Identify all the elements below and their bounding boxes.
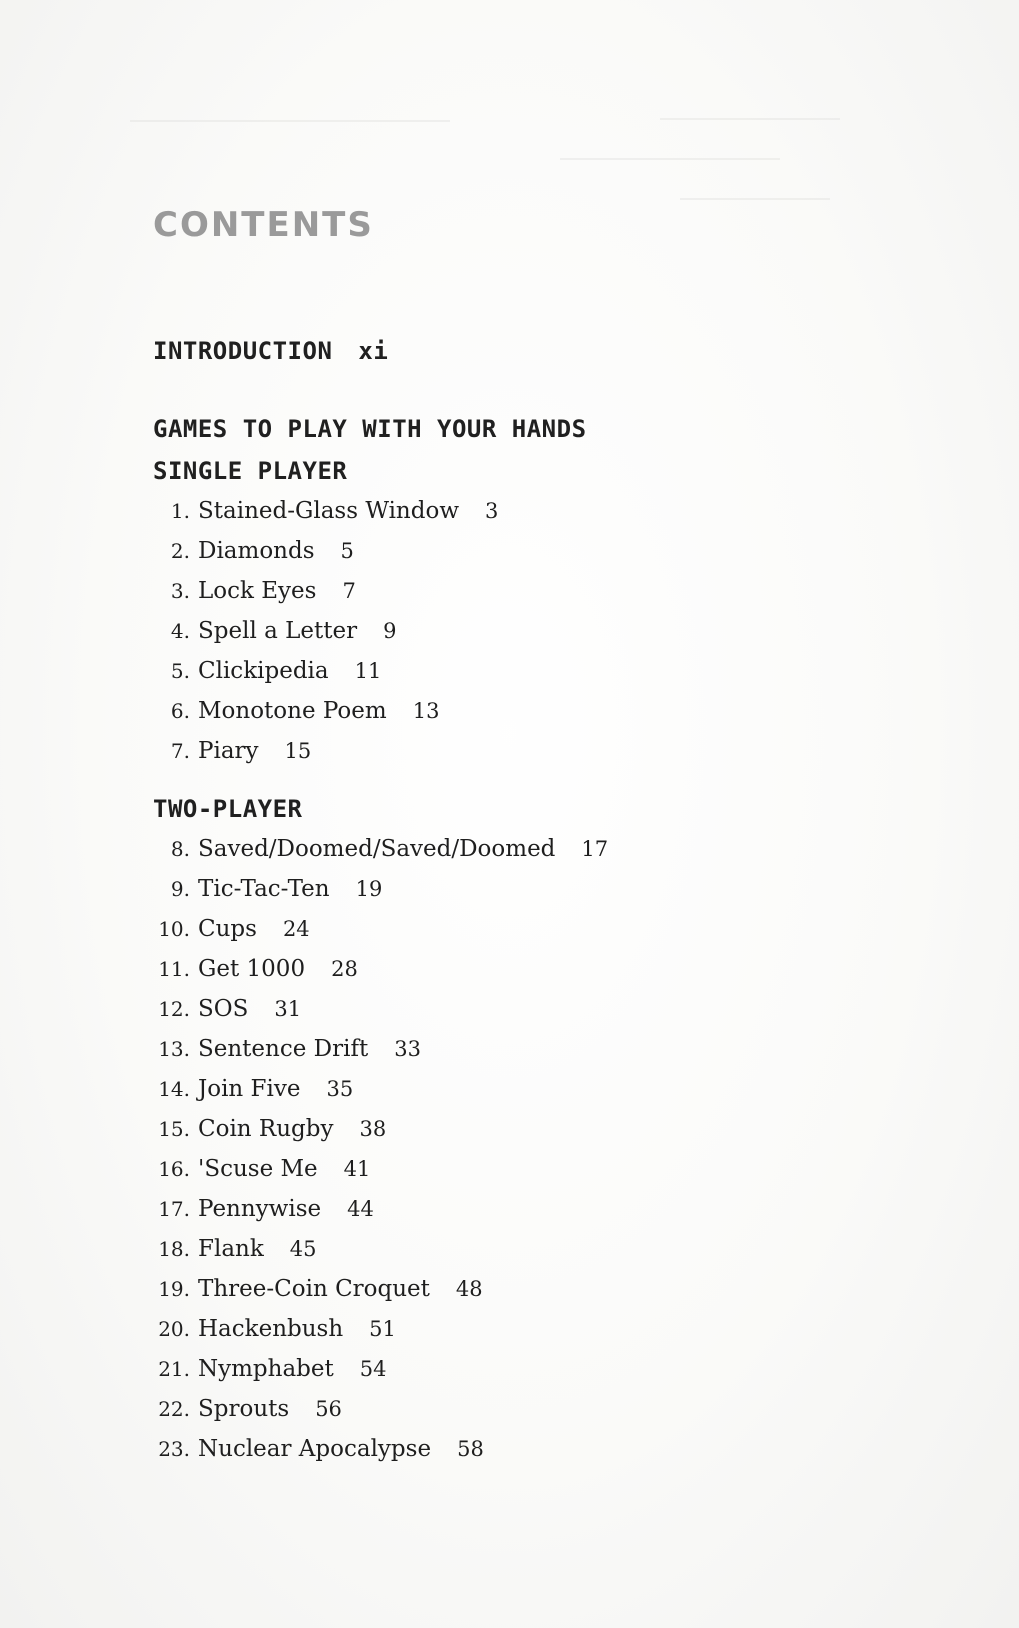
entry-title: Piary [198, 738, 259, 764]
show-through-line [130, 120, 450, 122]
single-player-list [150, 491, 498, 771]
entry-title: SOS [198, 996, 249, 1022]
entry-page-number: 58 [457, 1437, 484, 1461]
entry-number: 14. [158, 1077, 190, 1101]
toc-entry [150, 611, 498, 651]
entry-page-number: 38 [359, 1117, 387, 1141]
entry-page-number: 24 [282, 917, 310, 941]
entry-page-number: 31 [274, 997, 302, 1021]
toc-entry [150, 1229, 608, 1269]
entry-number: 18. [158, 1237, 190, 1261]
toc-entry [150, 1269, 608, 1309]
entry-number: 11. [158, 957, 190, 981]
entry-title: 'Scuse Me [198, 1156, 318, 1182]
entry-title: Saved/Doomed/Saved/Doomed [198, 836, 556, 862]
entry-page-number: 3 [485, 499, 499, 523]
two-player-heading: TWO-PLAYER [153, 795, 303, 823]
entry-title: Tic-Tac-Ten [198, 876, 330, 902]
entry-title: Sprouts [198, 1396, 290, 1422]
entry-number: 15. [158, 1117, 190, 1141]
toc-entry [150, 1309, 608, 1349]
toc-entry [150, 909, 608, 949]
entry-number: 7. [170, 739, 190, 763]
entry-number: 3. [170, 579, 190, 603]
entry-page-number: 17 [581, 837, 609, 861]
toc-entry [150, 869, 608, 909]
single-player-heading: SINGLE PLAYER [153, 457, 348, 485]
introduction-page-number: xi [358, 337, 389, 365]
toc-entry [150, 989, 608, 1029]
entry-number: 2. [170, 539, 190, 563]
entry-title: Sentence Drift [198, 1036, 369, 1062]
toc-entry [150, 1069, 608, 1109]
entry-page-number: 28 [331, 957, 358, 981]
entry-title: Coin Rugby [198, 1116, 334, 1142]
entry-page-number: 41 [343, 1157, 371, 1181]
show-through-line [660, 118, 840, 120]
entry-number: 20. [158, 1317, 190, 1341]
entry-title: Nymphabet [198, 1356, 334, 1382]
entry-number: 4. [170, 619, 190, 643]
entry-page-number: 9 [383, 619, 397, 643]
entry-title: Flank [198, 1236, 264, 1262]
entry-page-number: 48 [455, 1277, 483, 1301]
introduction-entry [153, 337, 388, 365]
entry-title: Lock Eyes [198, 578, 317, 604]
entry-number: 23. [158, 1437, 190, 1461]
show-through-line [680, 198, 830, 200]
entry-page-number: 11 [354, 659, 382, 683]
entry-page-number: 15 [284, 739, 312, 763]
toc-entry [150, 571, 498, 611]
toc-entry [150, 731, 498, 771]
entry-number: 5. [170, 659, 190, 683]
toc-entry [150, 491, 498, 531]
show-through-line [560, 158, 780, 160]
entry-page-number: 44 [347, 1197, 374, 1221]
toc-entry [150, 1189, 608, 1229]
entry-title: Join Five [198, 1076, 301, 1102]
entry-number: 21. [158, 1357, 190, 1381]
toc-entry [150, 651, 498, 691]
entry-page-number: 35 [326, 1077, 354, 1101]
entry-page-number: 56 [315, 1397, 342, 1421]
entry-title: Hackenbush [198, 1316, 344, 1342]
entry-title: Spell a Letter [198, 618, 358, 644]
toc-entry [150, 1029, 608, 1069]
entry-page-number: 7 [342, 579, 356, 603]
entry-page-number: 13 [412, 699, 440, 723]
entry-title: Cups [198, 916, 257, 942]
entry-number: 6. [170, 699, 190, 723]
entry-page-number: 19 [355, 877, 383, 901]
entry-page-number: 33 [394, 1037, 421, 1061]
entry-number: 9. [170, 877, 190, 901]
entry-number: 19. [158, 1277, 190, 1301]
entry-number: 10. [158, 917, 190, 941]
entry-page-number: 54 [359, 1357, 387, 1381]
entry-title: Pennywise [198, 1196, 322, 1222]
entry-page-number: 5 [340, 539, 354, 563]
entry-title: Get 1000 [198, 956, 306, 982]
toc-entry [150, 1109, 608, 1149]
introduction-label: INTRODUCTION [153, 337, 333, 365]
entry-number: 13. [158, 1037, 190, 1061]
entry-title: Three-Coin Croquet [198, 1276, 430, 1302]
entry-title: Diamonds [198, 538, 315, 564]
toc-entry [150, 829, 608, 869]
toc-entry [150, 1429, 608, 1469]
two-player-list [150, 829, 608, 1469]
entry-number: 1. [170, 499, 190, 523]
entry-number: 8. [170, 837, 190, 861]
entry-title: Clickipedia [198, 658, 329, 684]
entry-page-number: 51 [369, 1317, 396, 1341]
toc-entry [150, 1349, 608, 1389]
entry-number: 17. [158, 1197, 190, 1221]
toc-entry [150, 1389, 608, 1429]
entry-number: 16. [158, 1157, 190, 1181]
entry-number: 22. [158, 1397, 190, 1421]
toc-entry [150, 531, 498, 571]
entry-title: Monotone Poem [198, 698, 387, 724]
entry-title: Stained-Glass Window [198, 498, 460, 524]
page-title: CONTENTS [153, 205, 374, 245]
part-heading: GAMES TO PLAY WITH YOUR HANDS [153, 415, 587, 443]
toc-entry [150, 691, 498, 731]
entry-number: 12. [158, 997, 190, 1021]
toc-entry [150, 949, 608, 989]
toc-entry [150, 1149, 608, 1189]
entry-page-number: 45 [289, 1237, 317, 1261]
entry-title: Nuclear Apocalypse [198, 1436, 432, 1462]
